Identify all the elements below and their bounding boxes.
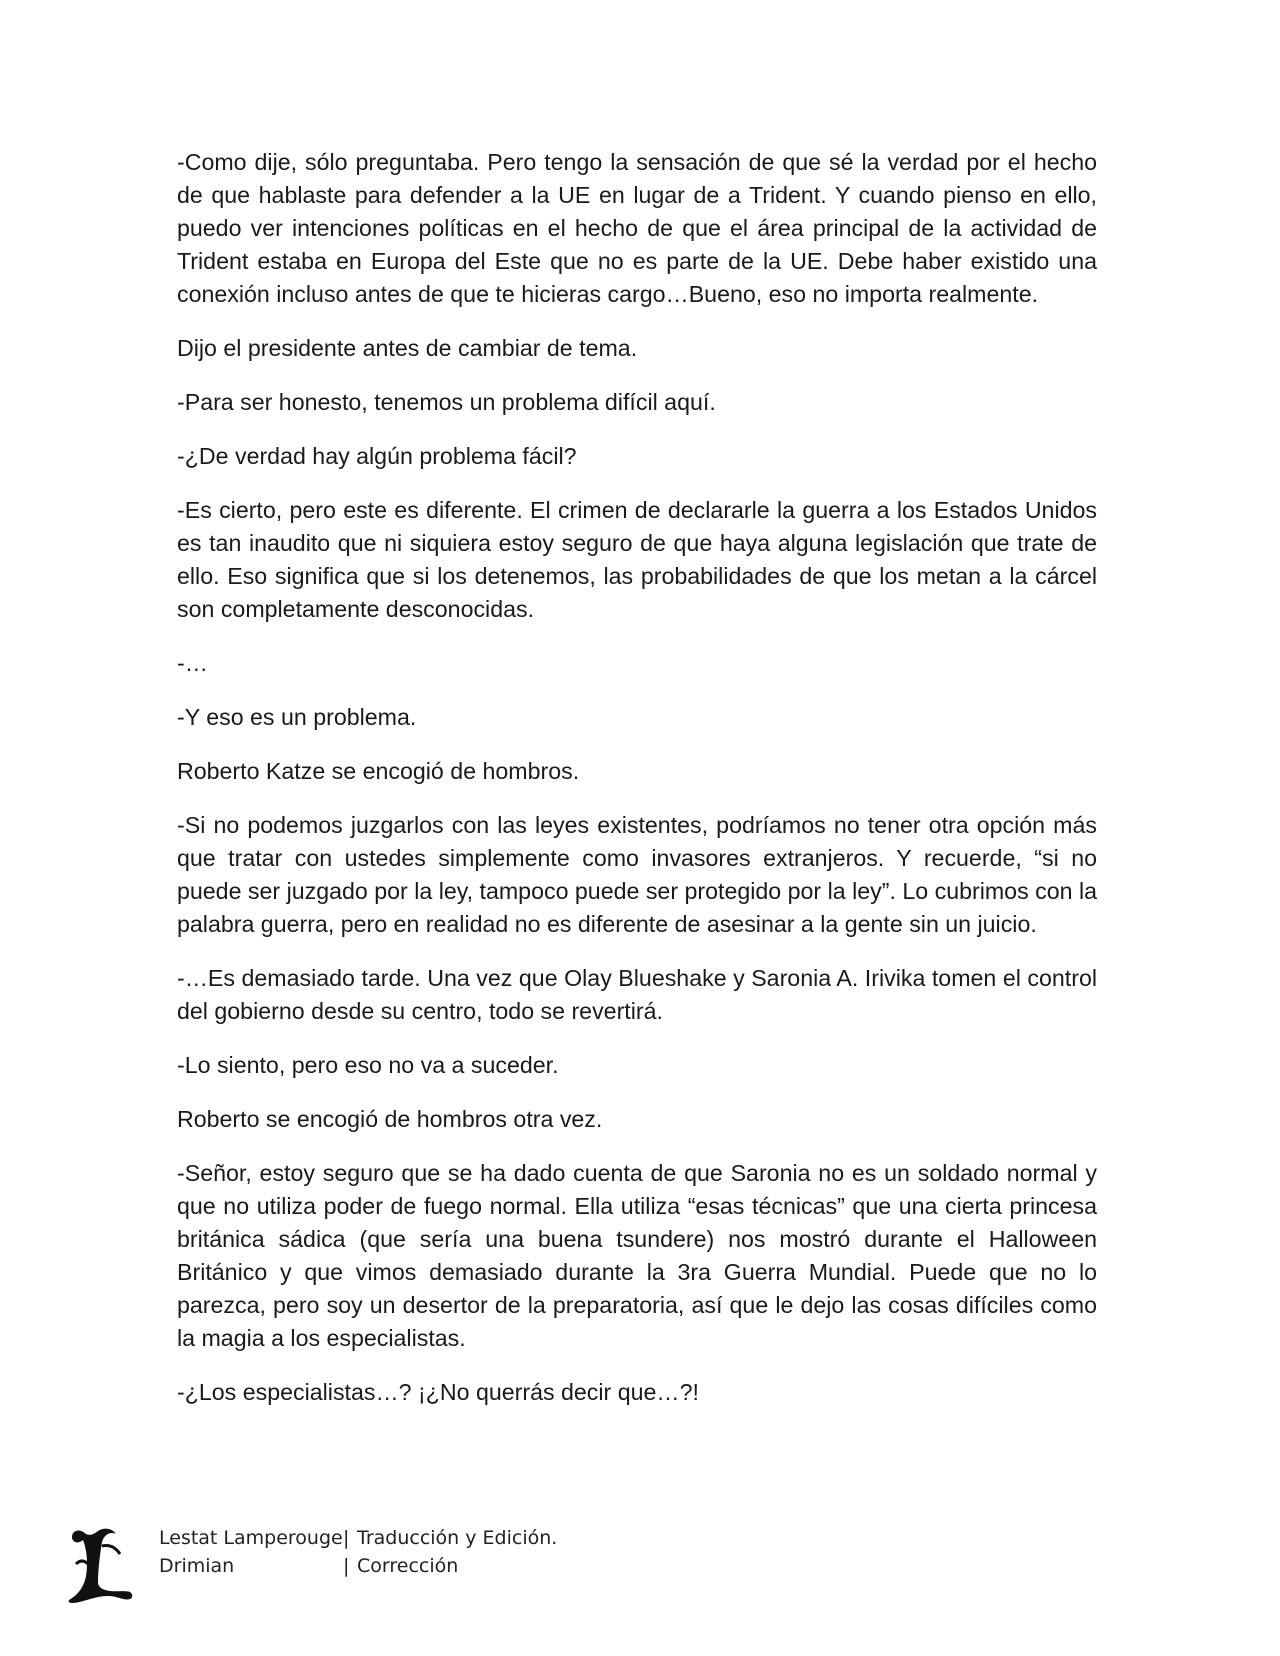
paragraph: -… xyxy=(177,650,208,676)
credit-name: Lestat Lamperouge xyxy=(159,1527,343,1549)
paragraph: -¿De verdad hay algún problema fácil? xyxy=(177,443,577,469)
credit-row xyxy=(159,1552,557,1580)
paragraph: Roberto se encogió de hombros otra vez. xyxy=(177,1106,603,1132)
paragraph: -Es cierto, pero este es diferente. El crimen de declararle la guerra a los Estados Unidos es tan inaudito que ni siquiera estoy seguro de que haya alguna legislación que trate de ello. Eso significa que si los detenemos, las probabilidades de que los metan a la cárcel son completamente desconocidas. xyxy=(177,497,1097,622)
paragraph: -Señor, estoy seguro que se ha dado cuenta de que Saronia no es un soldado normal y que no utiliza poder de fuego normal. Ella utiliza “esas técnicas” que una cierta princesa británica sádica (que sería una buena tsundere) nos mostró durante el Halloween Británico y que vimos demasiado durante la 3ra Guerra Mundial. Puede que no lo parezca, pero soy un desertor de la preparatoria, así que le dejo las cosas difíciles como la magia a los especialistas. xyxy=(177,1160,1097,1351)
credit-separator: | xyxy=(343,1555,350,1577)
paragraph: -Lo siento, pero eso no va a suceder. xyxy=(177,1052,559,1078)
paragraph: -¿Los especialistas…? ¡¿No querrás decir que…?! xyxy=(177,1379,699,1405)
credits xyxy=(159,1524,557,1580)
page-footer xyxy=(60,1524,760,1614)
paragraph: -Y eso es un problema. xyxy=(177,704,417,730)
paragraph: -Para ser honesto, tenemos un problema difícil aquí. xyxy=(177,389,716,415)
credit-row xyxy=(159,1524,557,1552)
credit-role: Traducción y Edición. xyxy=(357,1527,558,1549)
paragraph: Roberto Katze se encogió de hombros. xyxy=(177,758,580,784)
credit-name: Drimian xyxy=(159,1555,235,1577)
document-body xyxy=(177,146,1097,1430)
paragraph: Dijo el presidente antes de cambiar de tema. xyxy=(177,335,638,361)
credit-role: Corrección xyxy=(357,1555,459,1577)
paragraph: -Como dije, sólo preguntaba. Pero tengo la sensación de que sé la verdad por el hecho de que hablaste para defender a la UE en lugar de a Trident. Y cuando pienso en ello, puedo ver intenciones políticas en el hecho de que el área principal de la actividad de Trident estaba en Europa del Este que no es parte de la UE. Debe haber existido una conexión incluso antes de que te hicieras cargo…Bueno, eso no importa realmente. xyxy=(177,149,1097,307)
paragraph: -…Es demasiado tarde. Una vez que Olay Blueshake y Saronia A. Irivika tomen el control del gobierno desde su centro, todo se revertirá. xyxy=(177,965,1097,1024)
credit-separator: | xyxy=(343,1527,350,1549)
gothic-l-logo xyxy=(64,1524,134,1604)
paragraph: -Si no podemos juzgarlos con las leyes existentes, podríamos no tener otra opción más que tratar con ustedes simplemente como invasores extranjeros. Y recuerde, “si no puede ser juzgado por la ley, tampoco puede ser protegido por la ley”. Lo cubrimos con la palabra guerra, pero en realidad no es diferente de asesinar a la gente sin un juicio. xyxy=(177,812,1097,937)
